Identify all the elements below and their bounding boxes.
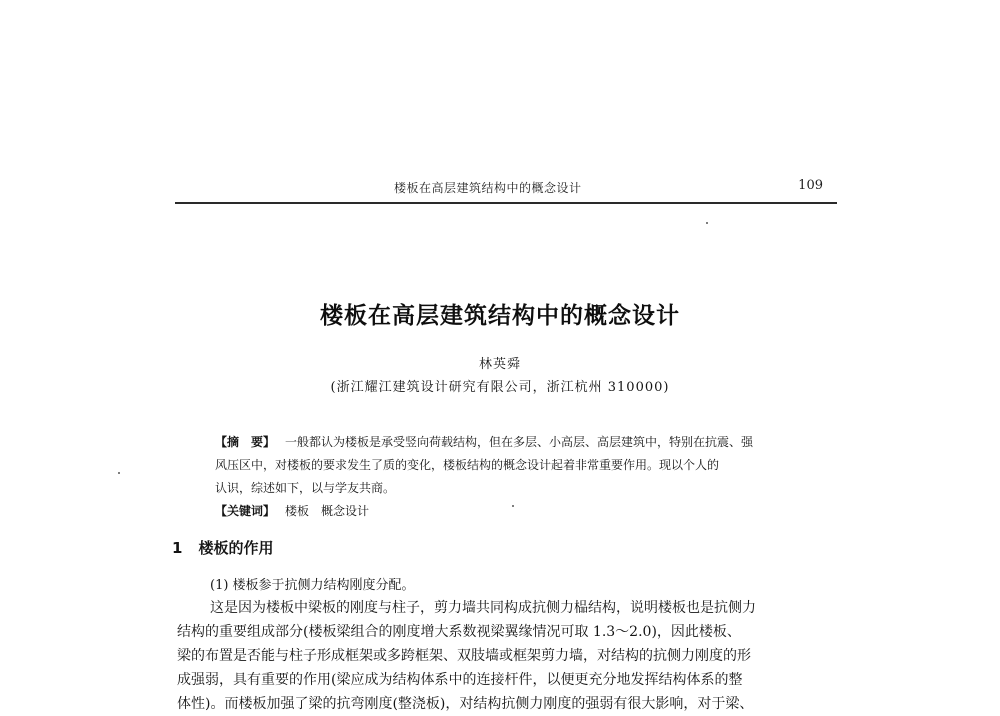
author: 林英舜 — [478, 357, 521, 372]
abstract-text: 一般都认为楼板是承受竖向荷载结构，但在多层、小高层、高层建筑中，特别在抗震、强 — [285, 435, 754, 449]
keywords-line — [215, 500, 800, 523]
affiliation: (浙江耀江建筑设计研究有限公司，浙江杭州 310000) — [330, 380, 670, 395]
section-number: 1 — [172, 539, 183, 557]
section-heading — [172, 537, 273, 558]
running-title: 楼板在高层建筑结构中的概念设计 — [394, 181, 582, 195]
scan-speck — [512, 505, 514, 507]
scan-speck — [118, 472, 120, 474]
abstract-label: 【摘 要】 — [215, 435, 276, 449]
subheading: (1) 楼板参于抗侧力结构刚度分配。 — [210, 578, 415, 593]
body-line: 梁的布置是否能与柱子形成框架或多跨框架、双肢墙或框架剪力墙，对结构的抗侧力刚度的形 — [177, 648, 751, 664]
body-line: 体性)。而楼板加强了梁的抗弯刚度(整浇板)，对结构抗侧力刚度的强弱有很大影响，对于梁、 — [177, 696, 754, 712]
keywords-label: 【关键词】 — [215, 504, 276, 518]
body-line: 成强弱，具有重要的作用(梁应成为结构体系中的连接杆件，以便更充分地发挥结构体系的整 — [177, 672, 743, 688]
body-line: 结构的重要组成部分(楼板梁组合的刚度增大系数视梁翼缘情况可取 1.3～2.0)，因此楼板、 — [177, 624, 741, 640]
running-header — [175, 176, 837, 204]
body-paragraph — [177, 596, 842, 716]
abstract — [215, 431, 800, 523]
abstract-line: 认识，综述如下，以与学友共商。 — [215, 481, 396, 495]
page-number: 109 — [798, 178, 823, 193]
abstract-line — [215, 431, 800, 454]
keywords: 楼板 概念设计 — [285, 504, 370, 518]
article-title: 楼板在高层建筑结构中的概念设计 — [320, 303, 680, 329]
abstract-line: 风压区中，对楼板的要求发生了质的变化，楼板结构的概念设计起着非常重要作用。现以个人的 — [215, 458, 720, 472]
section-title: 楼板的作用 — [198, 539, 274, 557]
scan-speck — [706, 222, 708, 224]
body-line: 这是因为楼板中梁板的刚度与柱子，剪力墙共同构成抗侧力榀结构，说明楼板也是抗侧力 — [210, 600, 756, 616]
